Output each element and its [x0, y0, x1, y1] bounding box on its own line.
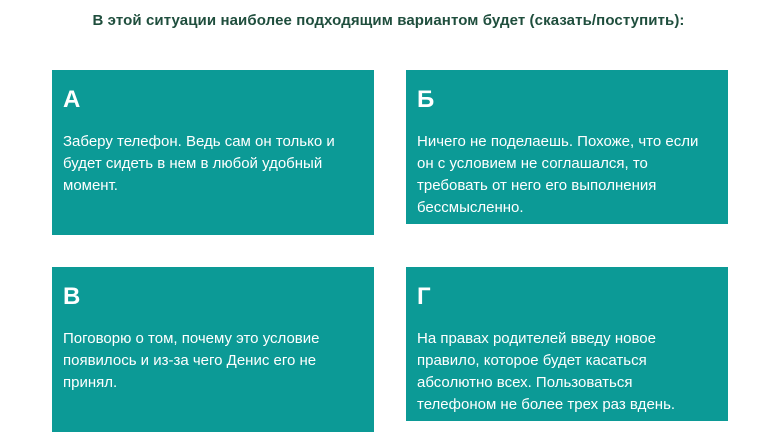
option-card-v[interactable] — [52, 267, 374, 432]
option-letter: Б — [417, 86, 435, 113]
question-title: В этой ситуации наиболее подходящим вариантом будет (сказать/поступить): — [92, 12, 685, 29]
option-text: Ничего не поделаешь. Похоже, что если он с условием не соглашался, то требовать от него его выполнения бессмысленно. — [417, 133, 699, 216]
option-letter: Г — [417, 283, 431, 310]
option-text: Заберу телефон. Ведь сам он только и будет сидеть в нем в любой удобный момент. — [63, 133, 335, 194]
option-card-b[interactable] — [406, 70, 728, 224]
option-letter: А — [63, 86, 81, 113]
option-text: Поговорю о том, почему это условие появилось и из-за чего Денис его не принял. — [63, 330, 320, 391]
option-letter: В — [63, 283, 81, 310]
option-card-g[interactable] — [406, 267, 728, 421]
option-card-a[interactable] — [52, 70, 374, 235]
option-text: На правах родителей введу новое правило, которое будет касаться абсолютно всех. Пользоваться телефоном не более трех раз вдень. — [417, 330, 676, 413]
